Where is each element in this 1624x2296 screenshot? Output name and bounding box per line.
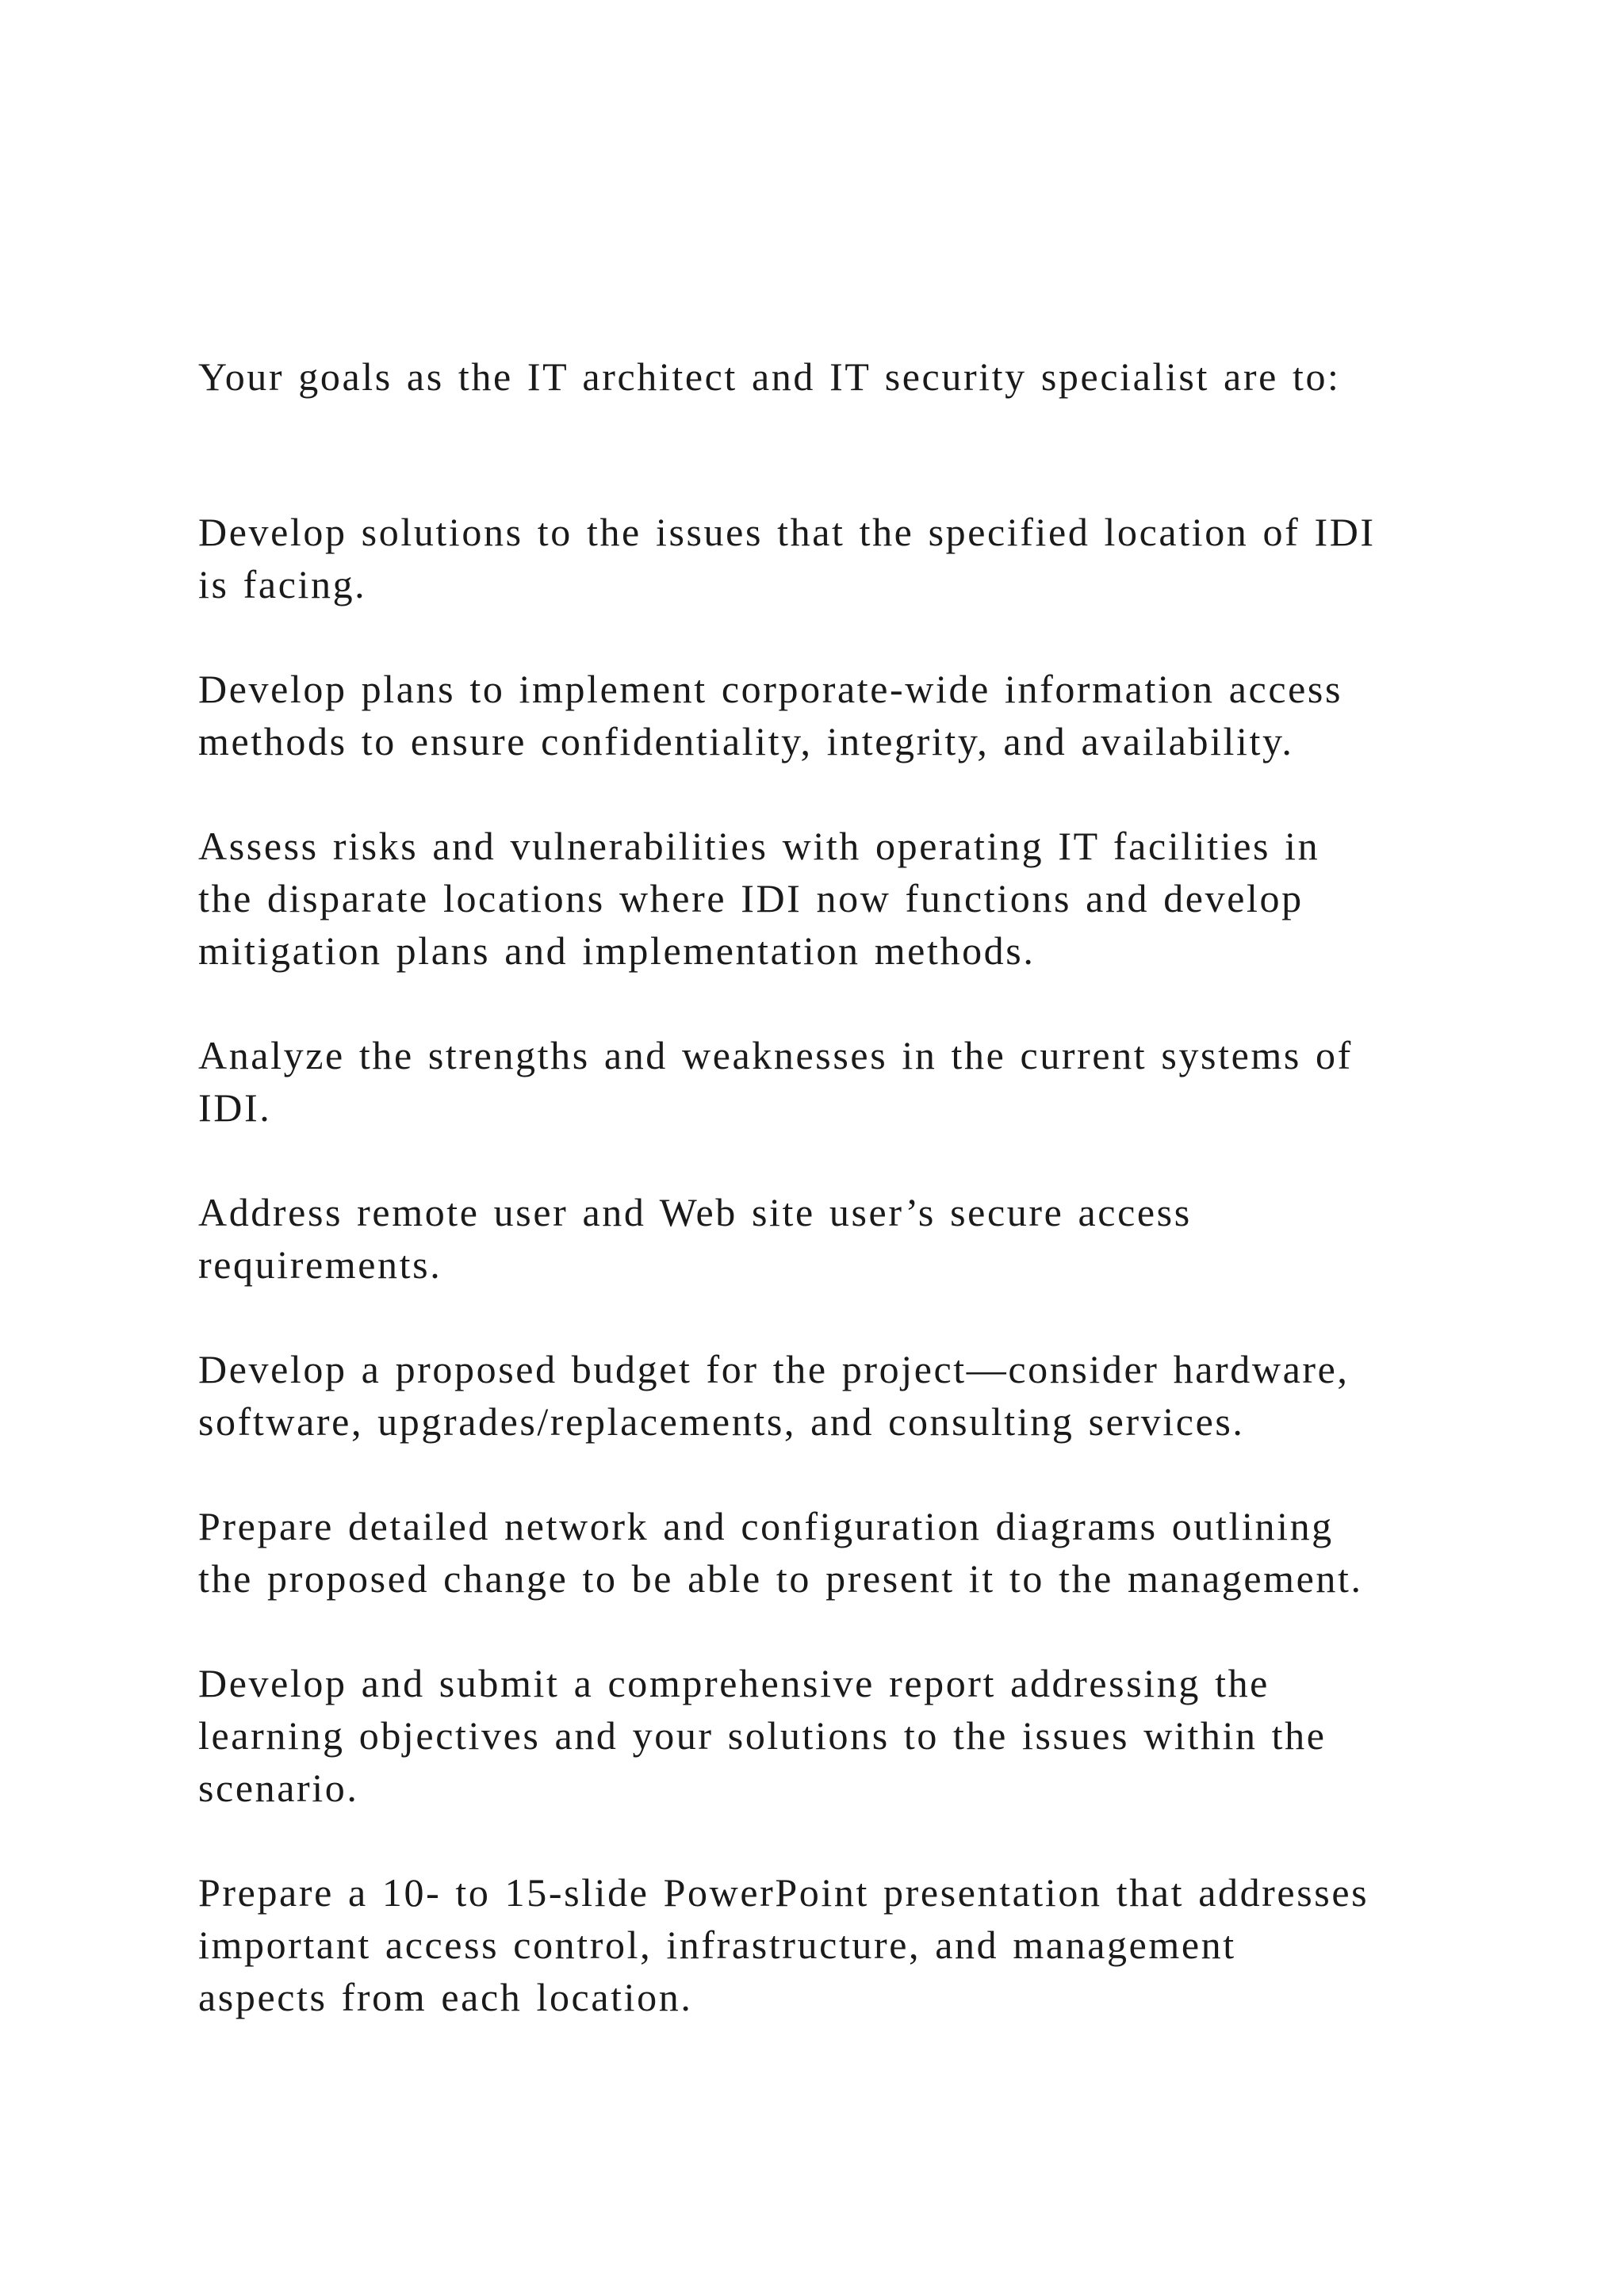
goal-line: Develop solutions to the issues that the specified location of IDI <box>198 510 1376 554</box>
goal-line: aspects from each location. <box>198 1975 693 2019</box>
goal-line: Develop and submit a comprehensive report addressing the <box>198 1661 1270 1705</box>
goal-item <box>198 1343 1467 1448</box>
goal-line: Prepare detailed network and configuration diagrams outlining <box>198 1504 1334 1548</box>
goal-line: mitigation plans and implementation methods. <box>198 928 1036 973</box>
goal-line: scenario. <box>198 1766 359 1810</box>
goal-item <box>198 663 1467 767</box>
goals-heading: Your goals as the IT architect and IT security specialist are to: <box>198 354 1341 399</box>
goal-item <box>198 1866 1467 2023</box>
goal-line: learning objectives and your solutions to the issues within the <box>198 1713 1327 1758</box>
goal-line: Develop plans to implement corporate-wide information access <box>198 667 1343 711</box>
goal-line: requirements. <box>198 1242 442 1287</box>
goal-line: methods to ensure confidentiality, integrity, and availability. <box>198 719 1294 763</box>
goal-line: Analyze the strengths and weaknesses in the current systems of <box>198 1033 1353 1077</box>
goal-item <box>198 1186 1467 1291</box>
document-body <box>198 350 1467 2023</box>
goal-item <box>198 820 1467 977</box>
goal-line: IDI. <box>198 1085 272 1130</box>
goal-item <box>198 506 1467 610</box>
goal-line: the disparate locations where IDI now functions and develop <box>198 876 1304 920</box>
goal-item <box>198 1029 1467 1134</box>
goal-item <box>198 1500 1467 1605</box>
goal-line: is facing. <box>198 562 367 607</box>
goal-line: software, upgrades/replacements, and consulting services. <box>198 1399 1245 1444</box>
goal-line: Address remote user and Web site user’s secure access <box>198 1190 1192 1234</box>
goal-line: Assess risks and vulnerabilities with operating IT facilities in <box>198 824 1320 868</box>
goal-line: Develop a proposed budget for the project—consider hardware, <box>198 1347 1350 1391</box>
goal-line: Prepare a 10- to 15-slide PowerPoint presentation that addresses <box>198 1870 1369 1915</box>
goal-line: the proposed change to be able to present it to the management. <box>198 1556 1363 1601</box>
goal-item <box>198 1657 1467 1814</box>
goal-line: important access control, infrastructure, and management <box>198 1923 1236 1967</box>
